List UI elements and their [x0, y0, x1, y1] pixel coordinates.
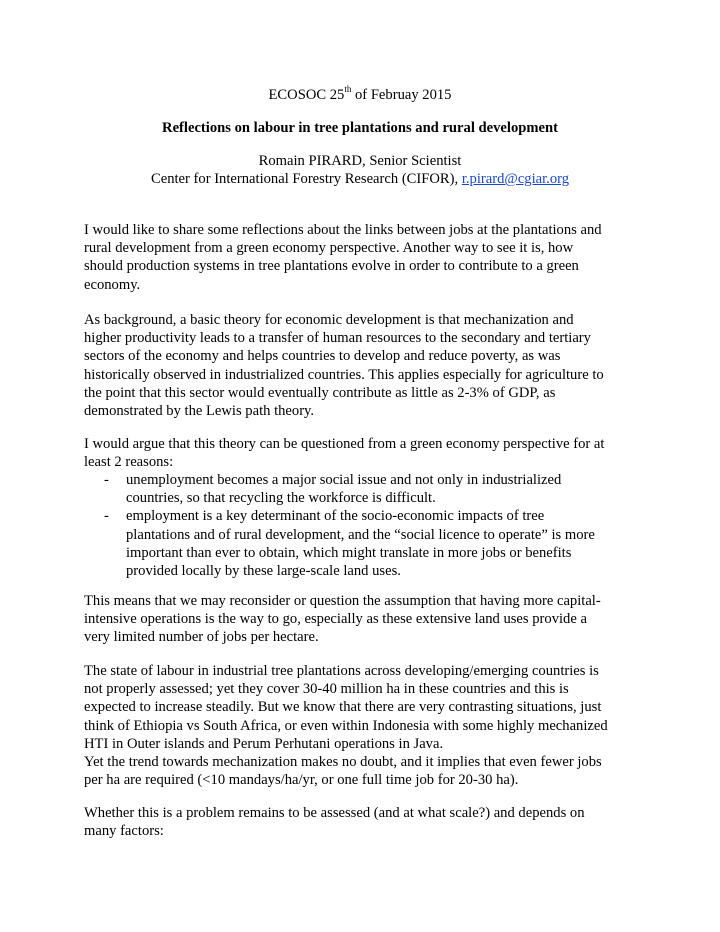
author-line: Romain PIRARD, Senior Scientist — [258, 153, 462, 169]
list-marker: - — [104, 472, 109, 488]
text-line: employment is a key determinant of the socio-economic impacts of tree — [126, 508, 545, 525]
text-line: important than ever to obtain, which might translate in more jobs or benefits — [126, 544, 572, 561]
list-item — [84, 507, 654, 580]
text-line: not properly assessed; yet they cover 30-40 million ha in these countries and this is — [84, 681, 569, 698]
paragraph-background — [84, 311, 644, 420]
text-line: the point that this sector would eventually contribute as little as 2-3% of GDP, as — [84, 384, 556, 401]
text-line: many factors: — [84, 823, 164, 840]
date-suffix: of Februay 2015 — [351, 87, 452, 103]
text-line: demonstrated by the Lewis path theory. — [84, 403, 315, 420]
paragraph-reconsider — [84, 592, 644, 647]
text-line: Whether this is a problem remains to be assessed (and at what scale?) and depends on — [84, 805, 585, 821]
text-line: I would argue that this theory can be questioned from a green economy perspective for at — [84, 436, 605, 452]
text-line: economy. — [84, 276, 141, 293]
list-item — [84, 471, 654, 507]
text-line: should production systems in tree plantations evolve in order to contribute to a green — [84, 258, 579, 275]
email-link[interactable]: r.pirard@cgiar.org — [461, 171, 570, 187]
text-line: The state of labour in industrial tree plantations across developing/emerging countries is — [84, 663, 599, 679]
text-line: countries, so that recycling the workforce is difficult. — [126, 490, 436, 507]
text-line: unemployment becomes a major social issue and not only in industrialized — [126, 472, 562, 488]
text-line: per ha are required (<10 mandays/ha/yr, or one full time job for 20-30 ha). — [84, 772, 519, 789]
text-line: think of Ethiopia vs South Africa, or even within Indonesia with some highly mechanized — [84, 717, 608, 734]
text-line: As background, a basic theory for economic development is that mechanization and — [84, 312, 574, 328]
date-prefix: ECOSOC 25 — [268, 87, 345, 103]
text-line: very limited number of jobs per hectare. — [84, 629, 319, 646]
affiliation-line — [0, 170, 720, 188]
paragraph-state-of-labour — [84, 662, 644, 789]
paragraph-argument — [84, 435, 644, 471]
text-line: expected to increase steadily. But we know that there are very contrasting situations, just — [84, 699, 602, 716]
date-superscript: th — [344, 84, 352, 95]
text-line: rural development from a green economy perspective. Another way to see it is, how — [84, 240, 574, 257]
affiliation-text: Center for International Forestry Research (CIFOR), — [150, 171, 462, 187]
date-line — [0, 86, 720, 104]
text-line: intensive operations is the way to go, especially as these extensive land uses provide a — [84, 611, 587, 628]
list-marker: - — [104, 508, 109, 525]
text-line: higher productivity leads to a transfer of human resources to the secondary and tertiary — [84, 330, 591, 347]
text-line: sectors of the economy and helps countries to develop and reduce poverty, as was — [84, 348, 561, 365]
text-line: HTI in Outer islands and Perum Perhutani operations in Java. — [84, 735, 444, 752]
text-line: This means that we may reconsider or question the assumption that having more capital- — [84, 593, 601, 609]
text-line: historically observed in industrialized countries. This applies especially for agriculture to — [84, 366, 604, 383]
text-line: least 2 reasons: — [84, 454, 174, 471]
text-line: I would like to share some reflections about the links between jobs at the plantations and — [84, 222, 602, 238]
text-line: provided locally by these large-scale land uses. — [126, 563, 401, 580]
text-line: Yet the trend towards mechanization makes no doubt, and it implies that even fewer jobs — [84, 754, 602, 771]
text-line: plantations and of rural development, and the “social licence to operate” is more — [126, 526, 595, 543]
paragraph-factors — [84, 804, 644, 840]
document-title: Reflections on labour in tree plantations and rural development — [162, 120, 558, 136]
paragraph-intro — [84, 221, 644, 294]
reasons-list — [84, 471, 654, 580]
